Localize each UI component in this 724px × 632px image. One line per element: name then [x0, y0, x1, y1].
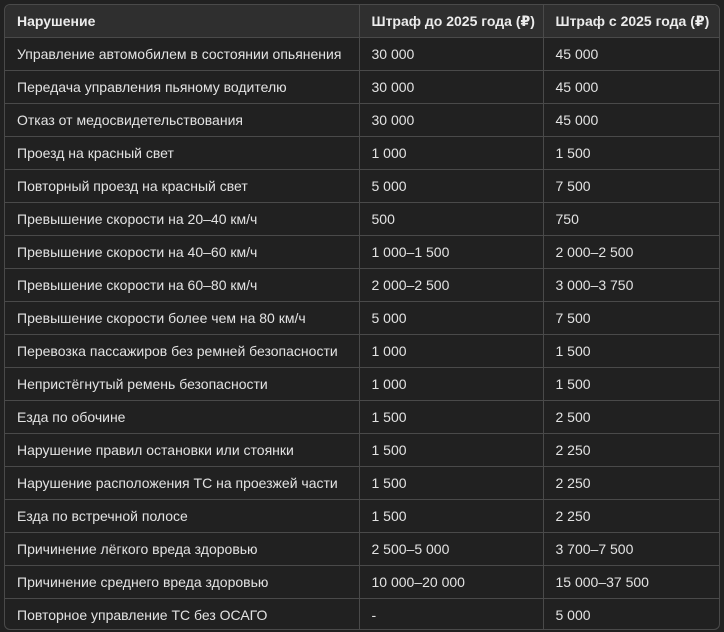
- fine-before-cell: 1 000: [359, 335, 543, 368]
- header-fine-before-2025: Штраф до 2025 года (₽): [359, 5, 543, 38]
- fine-before-cell: 1 500: [359, 434, 543, 467]
- fine-before-cell: 1 000: [359, 368, 543, 401]
- table-body: [5, 38, 719, 631]
- fine-after-cell: 2 250: [543, 434, 719, 467]
- violation-cell: Непристёгнутый ремень безопасности: [5, 368, 359, 401]
- fine-before-cell: 30 000: [359, 38, 543, 71]
- fine-before-cell: 5 000: [359, 170, 543, 203]
- violation-cell: Превышение скорости на 20–40 км/ч: [5, 203, 359, 236]
- fine-after-cell: 15 000–37 500: [543, 566, 719, 599]
- violation-cell: Перевозка пассажиров без ремней безопасности: [5, 335, 359, 368]
- table-row: [5, 302, 719, 335]
- table-header: [5, 5, 719, 38]
- violation-cell: Нарушение расположения ТС на проезжей части: [5, 467, 359, 500]
- fines-table: [5, 5, 719, 630]
- violation-cell: Нарушение правил остановки или стоянки: [5, 434, 359, 467]
- fine-after-cell: 2 500: [543, 401, 719, 434]
- violation-cell: Превышение скорости на 60–80 км/ч: [5, 269, 359, 302]
- fine-after-cell: 45 000: [543, 71, 719, 104]
- fine-before-cell: 1 000–1 500: [359, 236, 543, 269]
- fine-after-cell: 750: [543, 203, 719, 236]
- fine-before-cell: 5 000: [359, 302, 543, 335]
- table-row: [5, 38, 719, 71]
- fine-after-cell: 45 000: [543, 38, 719, 71]
- fine-before-cell: 30 000: [359, 104, 543, 137]
- fine-after-cell: 2 250: [543, 467, 719, 500]
- fine-after-cell: 1 500: [543, 137, 719, 170]
- fine-after-cell: 1 500: [543, 335, 719, 368]
- fine-after-cell: 3 000–3 750: [543, 269, 719, 302]
- fine-after-cell: 7 500: [543, 170, 719, 203]
- fine-before-cell: 1 000: [359, 137, 543, 170]
- fine-before-cell: 1 500: [359, 500, 543, 533]
- fine-before-cell: 1 500: [359, 467, 543, 500]
- violation-cell: Управление автомобилем в состоянии опьянения: [5, 38, 359, 71]
- fine-after-cell: 5 000: [555, 607, 591, 623]
- fine-after-cell: 45 000: [543, 104, 719, 137]
- violation-cell: Повторный проезд на красный свет: [5, 170, 359, 203]
- table-row: [5, 269, 719, 302]
- table-row: [5, 335, 719, 368]
- violation-cell: Причинение среднего вреда здоровью: [5, 566, 359, 599]
- fine-before-cell: 30 000: [359, 71, 543, 104]
- fine-before-cell: 2 500–5 000: [359, 533, 543, 566]
- violation-cell: Отказ от медосвидетельствования: [5, 104, 359, 137]
- table-row: [5, 533, 719, 566]
- table-row: [5, 236, 719, 269]
- fines-table-container: [4, 4, 720, 630]
- table-row: [5, 104, 719, 137]
- table-row: [5, 500, 719, 533]
- table-row: [5, 170, 719, 203]
- table-row: [5, 467, 719, 500]
- table-row: [5, 599, 719, 631]
- fine-after-cell: 3 700–7 500: [543, 533, 719, 566]
- fine-after-cell: 7 500: [543, 302, 719, 335]
- violation-cell: Превышение скорости на 40–60 км/ч: [5, 236, 359, 269]
- fine-before-cell: 10 000–20 000: [359, 566, 543, 599]
- fine-after-cell: 2 000–2 500: [543, 236, 719, 269]
- violation-cell: Повторное управление ТС без ОСАГО: [5, 599, 359, 631]
- table-row: [5, 401, 719, 434]
- fine-before-cell: 2 000–2 500: [359, 269, 543, 302]
- table-row: [5, 566, 719, 599]
- violation-cell: Причинение лёгкого вреда здоровью: [5, 533, 359, 566]
- fine-before-cell: 1 500: [359, 401, 543, 434]
- fine-after-cell: 2 250: [543, 500, 719, 533]
- fine-before-cell: -: [359, 599, 543, 631]
- table-row: [5, 137, 719, 170]
- table-row: [5, 203, 719, 236]
- table-row: [5, 71, 719, 104]
- table-row: [5, 368, 719, 401]
- violation-cell: Проезд на красный свет: [5, 137, 359, 170]
- violation-cell: Езда по обочине: [5, 401, 359, 434]
- header-fine-from-2025: Штраф с 2025 года (₽): [543, 5, 719, 38]
- header-violation: Нарушение: [5, 5, 359, 38]
- fine-before-cell: 500: [359, 203, 543, 236]
- table-row: [5, 434, 719, 467]
- violation-cell: Езда по встречной полосе: [5, 500, 359, 533]
- fine-after-cell: 1 500: [543, 368, 719, 401]
- violation-cell: Передача управления пьяному водителю: [5, 71, 359, 104]
- violation-cell: Превышение скорости более чем на 80 км/ч: [5, 302, 359, 335]
- header-row: [5, 5, 719, 38]
